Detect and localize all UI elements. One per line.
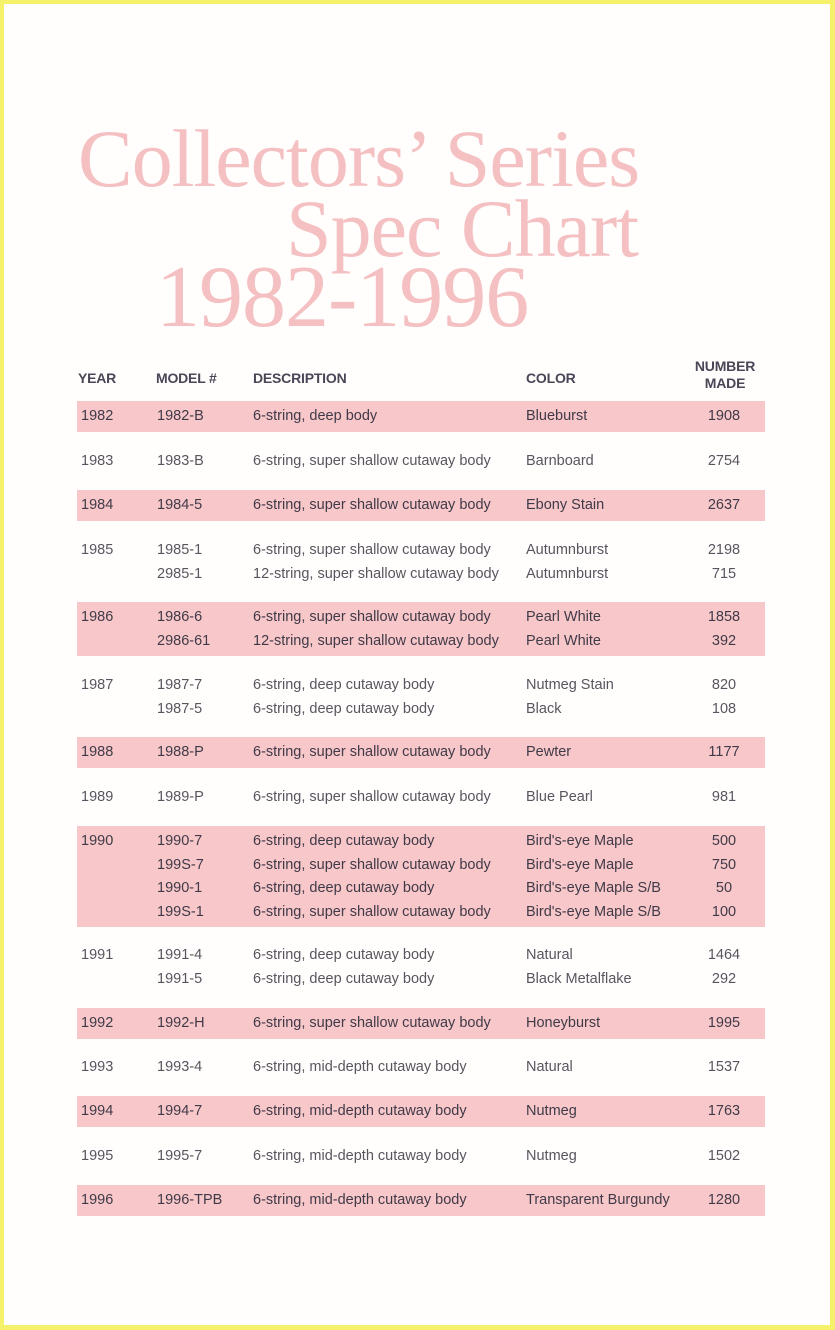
cell-color: Ebony Stain — [526, 497, 605, 513]
cell-description: 6-string, mid-depth cutaway body — [253, 1059, 467, 1075]
cell-description: 6-string, super shallow cutaway body — [253, 453, 491, 469]
year-group-1984 — [77, 490, 765, 521]
table-row — [77, 630, 765, 654]
cell-description: 6-string, super shallow cutaway body — [253, 789, 491, 805]
cell-color: Transparent Burgundy — [526, 1192, 670, 1208]
cell-description: 6-string, super shallow cutaway body — [253, 609, 491, 625]
title-line-2: Spec Chart — [286, 183, 639, 274]
cell-color: Honeyburst — [526, 1015, 601, 1031]
cell-number-made: 2637 — [707, 497, 741, 513]
cell-color: Nutmeg Stain — [526, 677, 614, 693]
cell-model: 1994-7 — [157, 1103, 203, 1119]
header-number-line1: NUMBER — [694, 358, 756, 374]
table-row — [77, 854, 765, 878]
cell-number-made: 1177 — [708, 744, 740, 760]
cell-description: 6-string, deep cutaway body — [253, 947, 435, 963]
year-group-1985 — [77, 535, 765, 586]
cell-color: Bird's-eye Maple S/B — [526, 903, 661, 920]
cell-description: 6-string, mid-depth cutaway body — [253, 1148, 467, 1164]
cell-model: 1990-7 — [157, 833, 203, 849]
table-row — [77, 786, 765, 810]
cell-description: 12-string, super shallow cutaway body — [253, 632, 499, 649]
header-description: DESCRIPTION — [253, 370, 347, 386]
table-row — [77, 1145, 765, 1169]
table-row — [77, 1189, 765, 1213]
cell-color: Autumnburst — [526, 542, 609, 558]
title-line-1: Collectors’ Series — [78, 113, 640, 204]
title-line-3: 1982-1996 — [156, 249, 529, 346]
table-row — [77, 1056, 765, 1080]
cell-model: 199S-1 — [157, 903, 204, 920]
cell-year: 1988 — [81, 744, 114, 760]
cell-year: 1983 — [81, 453, 114, 469]
cell-year: 1991 — [81, 947, 114, 963]
cell-color: Natural — [526, 1059, 573, 1075]
cell-color: Black — [526, 700, 562, 717]
cell-year: 1989 — [81, 789, 114, 805]
cell-number-made: 1858 — [707, 609, 741, 625]
header-number-line2: MADE — [704, 375, 746, 391]
cell-color: Pearl White — [526, 632, 601, 649]
cell-number-made: 1763 — [707, 1103, 741, 1119]
cell-year: 1987 — [81, 677, 114, 693]
cell-year: 1990 — [81, 833, 114, 849]
table-row — [77, 901, 765, 925]
cell-color: Nutmeg — [526, 1148, 577, 1164]
cell-number-made: 1537 — [707, 1059, 741, 1075]
cell-model: 1989-P — [157, 789, 204, 805]
cell-color: Blueburst — [526, 408, 588, 424]
cell-description: 6-string, deep cutaway body — [253, 677, 435, 693]
year-group-1988 — [77, 737, 765, 768]
cell-color: Bird's-eye Maple — [526, 833, 634, 849]
table-row — [77, 606, 765, 630]
cell-color: Barnboard — [526, 453, 594, 469]
cell-description: 6-string, deep cutaway body — [253, 970, 435, 987]
table-row — [77, 1012, 765, 1036]
cell-year: 1984 — [81, 497, 114, 513]
cell-model: 1996-TPB — [157, 1192, 223, 1208]
cell-model: 1987-5 — [157, 700, 203, 717]
table-row — [77, 405, 765, 429]
cell-number-made: 715 — [711, 565, 737, 582]
cell-model: 1982-B — [157, 408, 204, 424]
table-row — [77, 698, 765, 722]
cell-description: 6-string, deep cutaway body — [253, 700, 435, 717]
cell-year: 1995 — [81, 1148, 114, 1164]
cell-year: 1993 — [81, 1059, 114, 1075]
year-group-1983 — [77, 446, 765, 474]
cell-number-made: 50 — [715, 880, 733, 896]
cell-description: 6-string, mid-depth cutaway body — [253, 1192, 467, 1208]
header-model: MODEL # — [156, 370, 217, 386]
cell-description: 12-string, super shallow cutaway body — [253, 565, 499, 582]
year-group-1990 — [77, 826, 765, 927]
cell-model: 199S-7 — [157, 856, 204, 873]
cell-model: 1991-4 — [157, 947, 203, 963]
cell-description: 6-string, super shallow cutaway body — [253, 903, 491, 920]
cell-year: 1992 — [81, 1015, 114, 1031]
cell-model: 1993-4 — [157, 1059, 203, 1075]
cell-number-made: 392 — [711, 632, 737, 649]
cell-color: Natural — [526, 947, 573, 963]
cell-model: 1984-5 — [157, 497, 203, 513]
cell-number-made: 292 — [711, 970, 737, 987]
cell-year: 1996 — [81, 1192, 114, 1208]
table-row — [77, 674, 765, 698]
year-group-1986 — [77, 602, 765, 656]
table-row — [77, 830, 765, 854]
year-group-1992 — [77, 1008, 765, 1039]
cell-color: Pearl White — [526, 609, 601, 625]
table-row — [77, 944, 765, 968]
cell-number-made: 108 — [711, 700, 737, 717]
cell-description: 6-string, mid-depth cutaway body — [253, 1103, 467, 1119]
cell-color: Blue Pearl — [526, 789, 593, 805]
cell-model: 1986-6 — [157, 609, 203, 625]
cell-description: 6-string, deep cutaway body — [253, 833, 435, 849]
cell-description: 6-string, deep cutaway body — [253, 880, 435, 896]
cell-number-made: 500 — [711, 833, 737, 849]
spec-chart-page — [4, 4, 830, 1325]
cell-description: 6-string, super shallow cutaway body — [253, 497, 491, 513]
cell-model: 1985-1 — [157, 542, 203, 558]
cell-model: 1988-P — [157, 744, 204, 760]
cell-year: 1985 — [81, 542, 114, 558]
table-row — [77, 563, 765, 587]
cell-number-made: 1995 — [707, 1015, 741, 1031]
cell-model: 1992-H — [157, 1015, 205, 1031]
cell-number-made: 100 — [711, 903, 737, 920]
table-row — [77, 539, 765, 563]
table-row — [77, 494, 765, 518]
cell-color: Bird's-eye Maple — [526, 856, 634, 873]
year-group-1989 — [77, 782, 765, 810]
cell-number-made: 981 — [711, 789, 737, 805]
table-row — [77, 741, 765, 765]
cell-description: 6-string, super shallow cutaway body — [253, 1015, 491, 1031]
cell-model: 1995-7 — [157, 1148, 203, 1164]
cell-model: 2986-61 — [157, 632, 211, 649]
cell-color: Autumnburst — [526, 565, 609, 582]
cell-year: 1982 — [81, 408, 114, 424]
year-group-1982 — [77, 401, 765, 432]
cell-description: 6-string, deep body — [253, 408, 378, 424]
cell-year: 1986 — [81, 609, 114, 625]
year-group-1993 — [77, 1052, 765, 1080]
year-group-1987 — [77, 670, 765, 721]
cell-description: 6-string, super shallow cutaway body — [253, 744, 491, 760]
cell-number-made: 1280 — [707, 1192, 741, 1208]
header-year: YEAR — [78, 370, 117, 386]
cell-number-made: 2754 — [707, 453, 741, 469]
cell-number-made: 750 — [711, 856, 737, 873]
year-group-1995 — [77, 1141, 765, 1169]
cell-color: Black Metalflake — [526, 970, 632, 987]
year-group-1991 — [77, 940, 765, 991]
table-row — [77, 968, 765, 992]
table-row — [77, 877, 765, 901]
year-group-1996 — [77, 1185, 765, 1216]
cell-color: Pewter — [526, 744, 572, 760]
table-row — [77, 1100, 765, 1124]
header-number-made — [688, 358, 762, 392]
cell-color: Nutmeg — [526, 1103, 577, 1119]
table-row — [77, 450, 765, 474]
cell-model: 1990-1 — [157, 880, 203, 896]
cell-number-made: 1464 — [707, 947, 741, 963]
cell-color: Bird's-eye Maple S/B — [526, 880, 661, 896]
cell-number-made: 1502 — [707, 1148, 741, 1164]
cell-number-made: 2198 — [707, 542, 741, 558]
cell-description: 6-string, super shallow cutaway body — [253, 542, 491, 558]
cell-year: 1994 — [81, 1103, 114, 1119]
cell-description: 6-string, super shallow cutaway body — [253, 856, 491, 873]
cell-model: 1983-B — [157, 453, 204, 469]
year-group-1994 — [77, 1096, 765, 1127]
cell-number-made: 1908 — [707, 408, 741, 424]
cell-model: 1991-5 — [157, 970, 203, 987]
header-color: COLOR — [526, 370, 576, 386]
cell-model: 1987-7 — [157, 677, 203, 693]
cell-model: 2985-1 — [157, 565, 203, 582]
cell-number-made: 820 — [711, 677, 737, 693]
